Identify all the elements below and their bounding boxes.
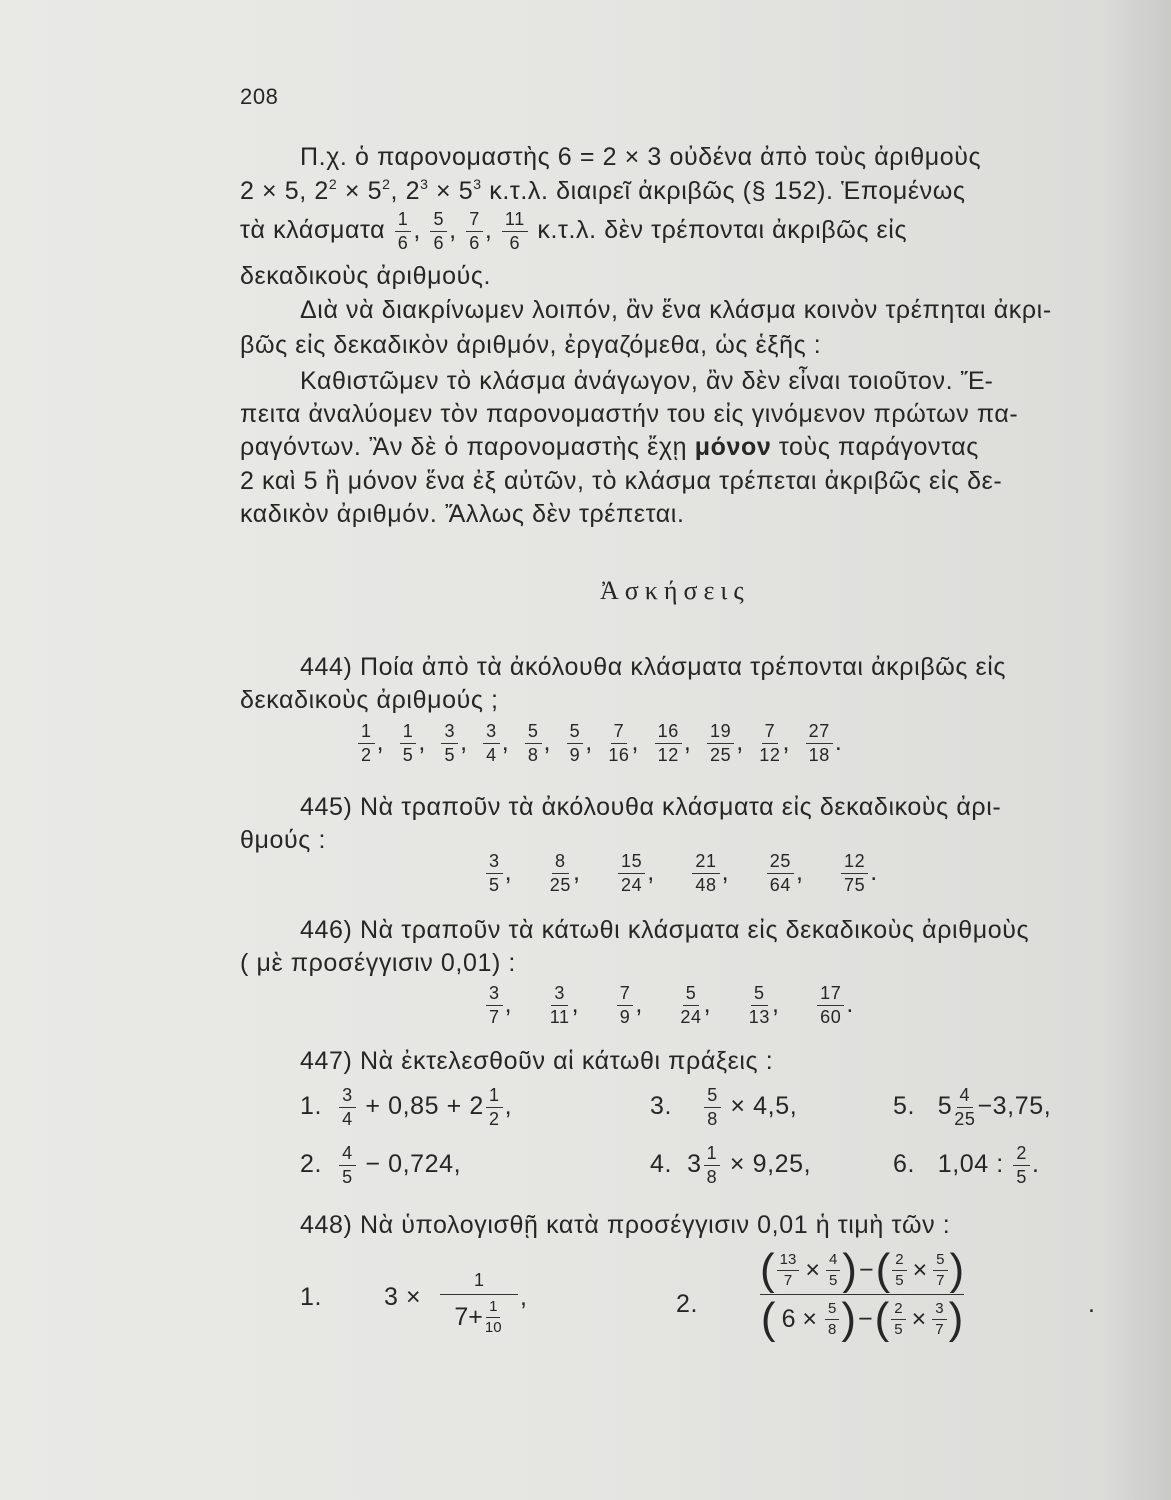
intro-line-4: δεκαδικοὺς ἀριθμούς. xyxy=(240,262,492,290)
method-line-6: 2 καὶ 5 ἢ μόνον ἕνα ἐξ αὐτῶν, τὸ κλάσμα τρέπεται ἀκριβῶς εἰς δε- xyxy=(240,467,1003,495)
cf-numerator: 1 xyxy=(440,1270,518,1295)
fraction: $\frac{3}{7}$ xyxy=(486,984,503,1027)
fraction: $\frac{1}{2}$ xyxy=(486,1086,503,1129)
intro-line-3: τὰ κλάσματα $\frac{1}{6}$ , $\frac{5}{6}$ , $\frac{7}{6}$ , $\frac{11}{6}$ κ.τ.λ. δὲν τρέπονται ἀκριβῶς εἰς xyxy=(240,209,908,253)
ex447-problem-4: 4. 3 $\frac{1}{8}$ × 9,25, xyxy=(650,1143,812,1187)
fraction: $\frac{1}{8}$ xyxy=(704,1144,721,1187)
fraction: $\frac{3}{5}$ xyxy=(486,852,503,895)
fraction: $\frac{7}{6}$ xyxy=(466,210,483,253)
ex447-problem-6: 6. 1,04 : $\frac{2}{5}$ . xyxy=(893,1143,1040,1187)
fraction: $\frac{5}{24}$ xyxy=(680,983,702,1027)
fraction: $\frac{4}{25}$ xyxy=(954,1085,976,1129)
ex446-line-2: ( μὲ προσέγγισιν 0,01) : xyxy=(240,949,516,977)
ex445-line-1: 445) Νὰ τραποῦν τὰ ἀκόλουθα κλάσματα εἰς δεκαδικοὺς ἀρι- xyxy=(300,793,1002,821)
ex447-problem-3: 3. $\frac{5}{8}$ × 4,5, xyxy=(650,1085,798,1129)
intro-line-2: 2 × 5, $2^2 \times 5^2$, $2^3 \times 5^3$ κ.τ.λ. διαιρεῖ ἀκριβῶς (§ 152). Ἑπομένως xyxy=(240,176,966,205)
ex446-fractions: $\frac{3}{7}$ , $\frac{3}{11}$ , $\frac{7}{9}$ , $\frac{5}{24}$ , $\frac{5}{13}$ , $\frac{17}{60}$ . xyxy=(484,984,854,1027)
fraction: $\frac{1}{2}$ xyxy=(358,722,375,765)
fraction: $\frac{17}{60}$ xyxy=(817,984,844,1027)
fraction: $\frac{27}{18}$ xyxy=(806,722,833,765)
ex447-problem-2: 2. $\frac{4}{5}$ − 0,724, xyxy=(300,1143,462,1187)
fraction: $\frac{2}{5}$ xyxy=(892,1252,906,1289)
ex445-fractions: $\frac{3}{5}$ , $\frac{8}{25}$ , $\frac{15}{24}$ , $\frac{21}{48}$ , $\frac{25}{64}$ , $\frac{12}{75}$ . xyxy=(484,852,878,895)
fraction: $\frac{2}{5}$ xyxy=(891,1301,905,1338)
fraction: $\frac{7}{12}$ xyxy=(759,721,781,765)
method-line-7: καδικὸν ἀριθμόν. Ἄλλως δὲν τρέπεται. xyxy=(240,500,685,528)
page-number: 208 xyxy=(240,84,279,109)
ex444-line-1: 444) Ποία ἀπὸ τὰ ἀκόλουθα κλάσματα τρέπονται ἀκριβῶς εἰς xyxy=(300,653,1007,681)
ex447-line-1: 447) Νὰ ἐκτελεσθοῦν αἱ κάτωθι πράξεις : xyxy=(300,1047,774,1075)
ex448-problem-2-label: 2. xyxy=(676,1290,699,1318)
ex447-problem-1: 1. $\frac{3}{4}$ + 0,85 + 2 $\frac{1}{2}$ , xyxy=(300,1085,513,1129)
intro-line-1: Π.χ. ὁ παρονομαστὴς 6 = 2 × 3 οὐδένα ἀπὸ τοὺς ἀριθμοὺς xyxy=(300,143,982,171)
ex444-fractions: $\frac{1}{2}$ , $\frac{1}{5}$ , $\frac{3}{5}$ , $\frac{3}{4}$ , $\frac{5}{8}$ , $\frac{5}{9}$ , $\frac{7}{16}$ , $\frac{16}{12}$ , $\frac{19}{25}$ , $\frac{7}{12}$ , $\frac{27}{18}$ . xyxy=(356,722,842,765)
fraction: $\frac{5}{13}$ xyxy=(748,983,770,1027)
fraction: $\frac{11}{6}$ xyxy=(502,210,528,253)
ex448-problem-1-label: 1. xyxy=(300,1283,323,1311)
fraction: $\frac{12}{75}$ xyxy=(841,852,868,895)
fraction: $\frac{3}{7}$ xyxy=(932,1301,946,1338)
fraction: $\frac{8}{25}$ xyxy=(549,851,571,895)
fraction: $\frac{5}{8}$ xyxy=(525,722,542,765)
fraction: $\frac{4}{5}$ xyxy=(339,1144,356,1187)
ex448-continued-fraction xyxy=(440,1270,518,1336)
fraction: $\frac{7}{16}$ xyxy=(608,721,630,765)
compound-denominator: ( 6 × $\frac{5}{8}$ ) − ( $\frac{2}{5}$ × $\frac{3}{7}$ ) xyxy=(760,1294,964,1343)
ex447-problem-5: 5. 5 $\frac{4}{25}$ −3,75, xyxy=(893,1085,1052,1129)
method-line-5: ραγόντων. Ἂν δὲ ὁ παρονομαστὴς ἔχῃ μόνον τοὺς παράγοντας xyxy=(240,433,979,461)
exercises-heading: Ἀσκήσεις xyxy=(600,576,750,605)
compound-numerator: ( $\frac{13}{7}$ × $\frac{4}{5}$ ) − ( $\frac{2}{5}$ × $\frac{5}{7}$ ) xyxy=(760,1245,965,1294)
fraction: $\frac{16}{12}$ xyxy=(655,722,682,765)
fraction: $\frac{5}{8}$ xyxy=(825,1301,839,1338)
method-line-3: Καθιστῶμεν τὸ κλάσμα ἀνάγωγον, ἂν δὲν εἶναι τοιοῦτον. Ἔ- xyxy=(300,367,994,395)
fraction: $\frac{3}{11}$ xyxy=(549,983,570,1027)
fraction: $\frac{21}{48}$ xyxy=(692,852,719,895)
fraction: $\frac{1}{5}$ xyxy=(400,722,417,765)
method-line-2: βῶς εἰς δεκαδικὸν ἀριθμόν, ἐργαζόμεθα, ὡς ἑξῆς : xyxy=(240,331,822,359)
fraction: $\frac{3}{4}$ xyxy=(483,722,500,765)
ex445-line-2: θμούς : xyxy=(240,826,327,854)
ex448-line-1: 448) Νὰ ὑπολογισθῇ κατὰ προσέγγισιν 0,01 ἡ τιμὴ τῶν : xyxy=(300,1211,951,1239)
fraction: $\frac{19}{25}$ xyxy=(707,722,734,765)
fraction: $\frac{5}{7}$ xyxy=(933,1252,947,1289)
fraction: $\frac{5}{6}$ xyxy=(430,210,447,253)
ex448-problem-2-end: . xyxy=(1088,1290,1096,1318)
fraction: $\frac{3}{4}$ xyxy=(339,1086,356,1129)
cf-denominator: 7+ $\frac{1}{10}$ xyxy=(454,1298,502,1336)
method-line-4: πειτα ἀναλύομεν τὸν παρονομαστήν του εἰς γινόμενον πρώτων πα- xyxy=(240,400,1019,428)
fraction: $\frac{13}{7}$ xyxy=(777,1252,800,1289)
ex448-compound-fraction xyxy=(760,1245,965,1343)
ex446-line-1: 446) Νὰ τραποῦν τὰ κάτωθι κλάσματα εἰς δεκαδικοὺς ἀριθμοὺς xyxy=(300,916,1030,944)
fraction: $\frac{7}{9}$ xyxy=(617,984,634,1027)
fraction: $\frac{1}{6}$ xyxy=(395,210,412,253)
fraction: $\frac{5}{8}$ xyxy=(704,1086,721,1129)
ex448-problem-1-lead: 3 × xyxy=(384,1283,422,1311)
ex448-problem-1-end: , xyxy=(520,1283,528,1311)
fraction: $\frac{3}{5}$ xyxy=(441,722,458,765)
fraction: $\frac{2}{5}$ xyxy=(1013,1144,1030,1187)
fraction: $\frac{5}{9}$ xyxy=(567,722,584,765)
fraction: $\frac{4}{5}$ xyxy=(826,1252,840,1289)
method-line-1: Διὰ νὰ διακρίνωμεν λοιπόν, ἂν ἕνα κλάσμα κοινὸν τρέπηται ἀκρι- xyxy=(300,296,1052,324)
fraction: $\frac{25}{64}$ xyxy=(767,852,794,895)
fraction: $\frac{15}{24}$ xyxy=(618,852,645,895)
ex444-line-2: δεκαδικοὺς ἀριθμούς ; xyxy=(240,686,499,714)
fraction: $\frac{1}{10}$ xyxy=(484,1298,502,1336)
